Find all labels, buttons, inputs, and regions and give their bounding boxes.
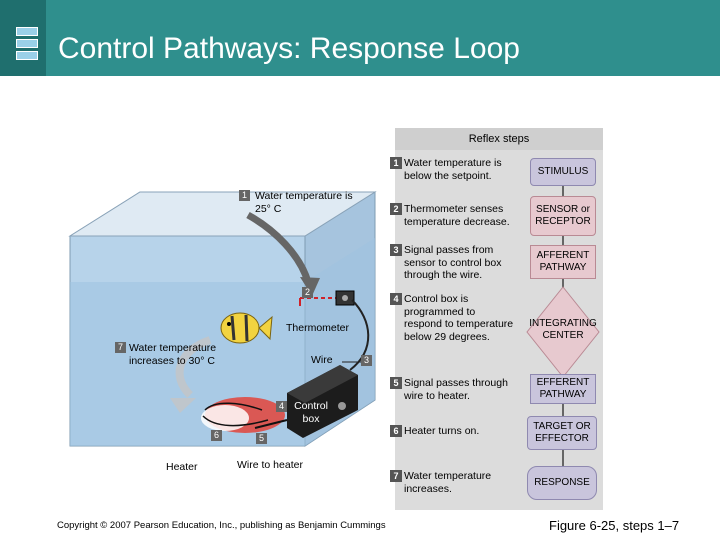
diagram-label-control-box: Control box bbox=[294, 400, 328, 425]
reflex-step-5-badge: 5 bbox=[390, 377, 402, 389]
reflex-step-2-text: Thermometer senses temperature decrease. bbox=[404, 203, 510, 228]
reflex-step-5-text: Signal passes through wire to heater. bbox=[404, 377, 508, 402]
reflex-step-4-text: Control box is programmed to respond to temperature below 29 degrees. bbox=[404, 293, 514, 343]
reflex-step-6-badge: 6 bbox=[390, 425, 402, 437]
diagram-label-water-temp: Water temperature is 25° C bbox=[255, 190, 353, 215]
flow-stimulus-label: STIMULUS bbox=[537, 166, 589, 177]
diagram-step-2-badge: 2 bbox=[302, 287, 313, 298]
reflex-step-2-badge: 2 bbox=[390, 203, 402, 215]
reflex-steps-heading: Reflex steps bbox=[395, 128, 603, 150]
reflex-step-3-text: Signal passes from sensor to control box through the wire. bbox=[404, 244, 502, 281]
diagram-label-wire-to-heater: Wire to heater bbox=[237, 459, 303, 471]
reflex-step-7-badge: 7 bbox=[390, 470, 402, 482]
flow-integrating-label: INTEGRATING CENTER bbox=[529, 318, 597, 341]
diagram-step-6-badge: 6 bbox=[211, 430, 222, 441]
flow-effector bbox=[527, 416, 597, 450]
flow-response-label: RESPONSE bbox=[534, 477, 590, 488]
copyright-notice: Copyright © 2007 Pearson Education, Inc., publishing as Benjamin Cummings bbox=[57, 520, 386, 531]
flow-effector-label: TARGET OR EFFECTOR bbox=[533, 421, 591, 444]
figure-reference: Figure 6-25, steps 1–7 bbox=[549, 518, 680, 533]
diagram-step-4-badge: 4 bbox=[276, 401, 287, 412]
page-title: Control Pathways: Response Loop bbox=[58, 32, 520, 65]
flow-efferent bbox=[530, 374, 596, 404]
diagram-step-5-badge: 5 bbox=[256, 433, 267, 444]
reflex-step-3-badge: 3 bbox=[390, 244, 402, 256]
diagram-label-heater: Heater bbox=[166, 461, 198, 473]
reflex-step-4-badge: 4 bbox=[390, 293, 402, 305]
flow-integrating-diamond bbox=[526, 286, 600, 378]
flow-afferent-label: AFFERENT PATHWAY bbox=[536, 250, 590, 273]
diagram-label-thermometer: Thermometer bbox=[286, 322, 350, 334]
diagram-step-7-badge: 7 bbox=[115, 342, 126, 353]
reflex-step-6-text: Heater turns on. bbox=[404, 425, 480, 437]
flow-afferent bbox=[530, 245, 596, 279]
diagram-label-wire: Wire bbox=[311, 354, 333, 366]
reflex-step-1-text: Water temperature is below the setpoint. bbox=[404, 157, 502, 182]
flow-efferent-label: EFFERENT PATHWAY bbox=[536, 377, 590, 400]
flow-sensor-label: SENSOR or RECEPTOR bbox=[535, 204, 591, 227]
flow-response bbox=[527, 466, 597, 500]
diagram-step-3-badge: 3 bbox=[361, 355, 372, 366]
reflex-step-7-text: Water temperature increases. bbox=[404, 470, 492, 495]
flow-sensor bbox=[530, 196, 596, 236]
diagram-step-1-badge: 1 bbox=[239, 190, 250, 201]
diagram-label-temp-increase: Water temperature increases to 30° C bbox=[129, 342, 217, 367]
reflex-step-1-badge: 1 bbox=[390, 157, 402, 169]
flow-stimulus bbox=[530, 158, 596, 186]
